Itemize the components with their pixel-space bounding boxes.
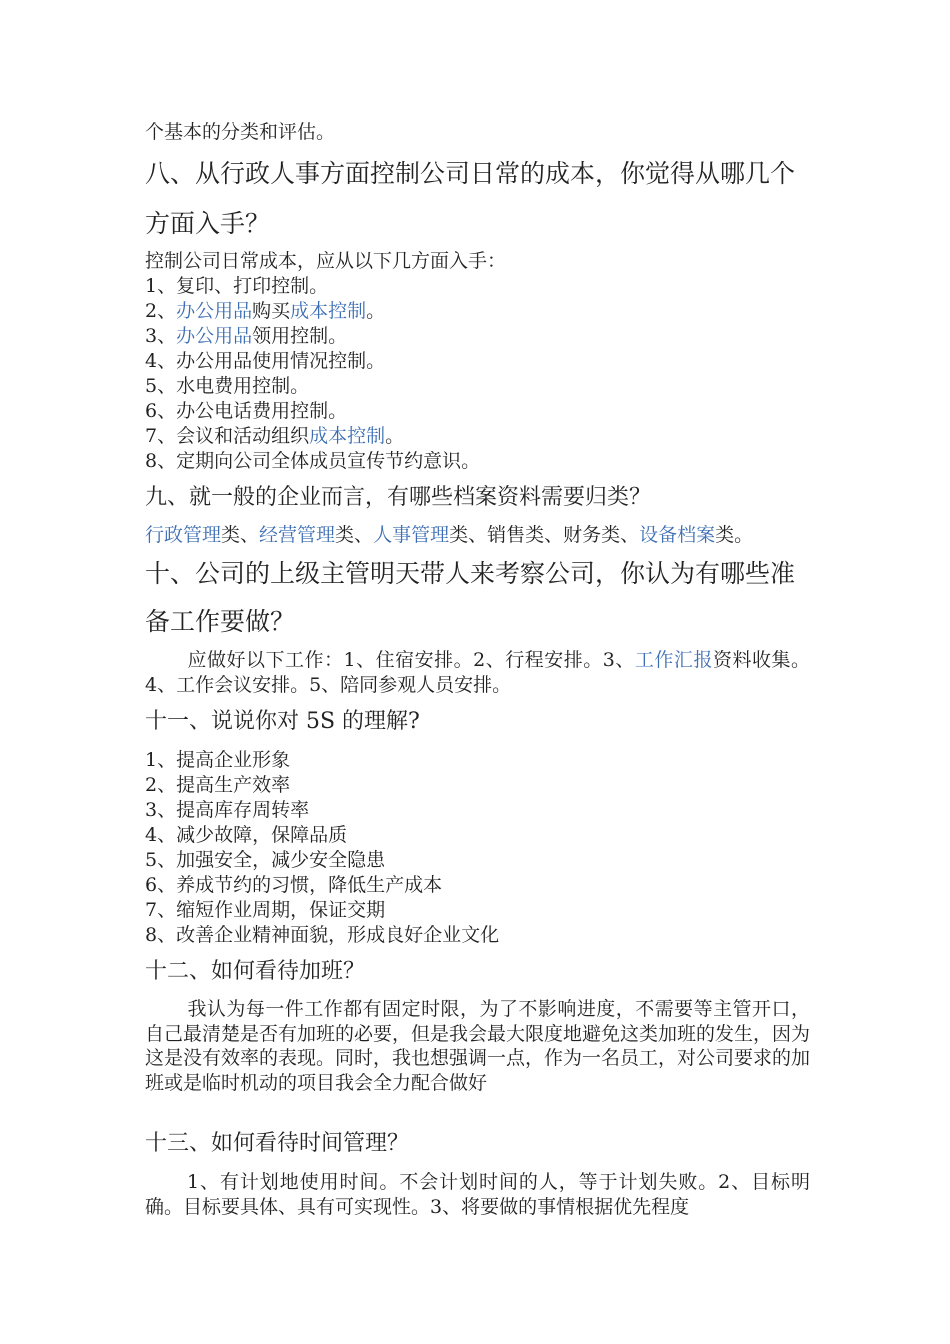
q13-answer-text: 1、有计划地使用时间。不会计划时间的人，等于计划失败。2、目标明确。目标要具体、具有可实现性。3、将要做的事情根据优先程度 <box>145 1171 810 1218</box>
q8-item-6: 6、办公电话费用控制。 <box>145 400 348 422</box>
q11-item-2: 2、提高生产效率 <box>145 774 291 796</box>
cost-control-link[interactable]: 成本控制 <box>290 300 367 322</box>
q13-heading: 十三、如何看待时间管理？ <box>145 1131 410 1156</box>
work-report-link[interactable]: 工作汇报 <box>634 649 713 671</box>
office-supplies-link[interactable]: 办公用品 <box>176 325 253 347</box>
q8-item-4: 4、办公用品使用情况控制。 <box>145 350 386 372</box>
q10-answer-text-1: 应做好以下工作：1、住宿安排。2、行程安排。3、 <box>187 649 635 671</box>
q11-item-3: 3、提高库存周转率 <box>145 799 310 821</box>
business-management-link[interactable]: 经营管理 <box>259 524 336 546</box>
q8-item-5: 5、水电费用控制。 <box>145 375 310 397</box>
q8-item-3-prefix: 3、 <box>145 325 177 347</box>
q8-item-7-suffix: 。 <box>385 425 405 447</box>
q9-heading: 九、就一般的企业而言，有哪些档案资料需要归类？ <box>145 485 652 510</box>
q9-text-3: 类、销售类、财务类、 <box>449 524 640 546</box>
q8-item-8: 8、定期向公司全体成员宣传节约意识。 <box>145 450 481 472</box>
q8-heading-line1: 八、从行政人事方面控制公司日常的成本，你觉得从哪几个 <box>145 159 796 188</box>
q8-item-2-mid: 购买 <box>252 300 291 322</box>
q12-heading: 十二、如何看待加班？ <box>145 959 366 984</box>
q11-item-8: 8、改善企业精神面貌，形成良好企业文化 <box>145 924 500 946</box>
q8-item-7-prefix: 7、会议和活动组织 <box>145 425 310 447</box>
q8-item-2-prefix: 2、 <box>145 300 177 322</box>
q9-text-2: 类、 <box>335 524 374 546</box>
q9-text-4: 类。 <box>715 524 754 546</box>
hr-management-link[interactable]: 人事管理 <box>373 524 450 546</box>
q8-item-2-suffix: 。 <box>366 300 386 322</box>
q10-heading-line2: 备工作要做？ <box>145 607 296 636</box>
q10-answer-text-2: 资料收集。4、工作会议安排。5、陪同参观人员安排。 <box>145 649 810 696</box>
q13-answer <box>145 1170 810 1219</box>
q8-item-3-suffix: 领用控制。 <box>252 325 348 347</box>
q8-item-2 <box>145 299 385 323</box>
q8-intro: 控制公司日常成本，应从以下几方面入手： <box>145 250 507 272</box>
cost-control-link[interactable]: 成本控制 <box>309 425 386 447</box>
office-supplies-link[interactable]: 办公用品 <box>176 300 253 322</box>
q11-heading: 十一、说说你对 5S 的理解? <box>145 709 420 734</box>
q12-answer-text: 我认为每一件工作都有固定时限，为了不影响进度，不需要等主管开口，自己最清楚是否有加班的必要，但是我会最大限度地避免这类加班的发生，因为这是没有效率的表现。同时，我也想强调一点，作为一名员工，对公司要求的加班或是临时机动的项目我会全力配合做好 <box>145 998 811 1094</box>
q11-item-1: 1、提高企业形象 <box>145 749 291 771</box>
q10-answer <box>145 648 810 697</box>
q11-item-6: 6、养成节约的习惯，降低生产成本 <box>145 874 443 896</box>
q10-heading-line1: 十、公司的上级主管明天带人来考察公司，你认为有哪些准 <box>145 559 796 588</box>
q8-item-1: 1、复印、打印控制。 <box>145 275 329 297</box>
admin-management-link[interactable]: 行政管理 <box>145 524 222 546</box>
continuation-line: 个基本的分类和评估。 <box>145 121 336 143</box>
q8-item-7 <box>145 424 404 448</box>
q11-item-5: 5、加强安全，减少安全隐患 <box>145 849 386 871</box>
q8-item-3 <box>145 324 347 348</box>
q9-text-1: 类、 <box>221 524 260 546</box>
q8-heading-line2: 方面入手？ <box>145 209 271 238</box>
q11-item-7: 7、缩短作业周期，保证交期 <box>145 899 386 921</box>
q9-answer <box>145 523 753 547</box>
q11-item-4: 4、减少故障，保障品质 <box>145 824 348 846</box>
equipment-archive-link[interactable]: 设备档案 <box>639 524 716 546</box>
q12-answer <box>145 997 810 1095</box>
